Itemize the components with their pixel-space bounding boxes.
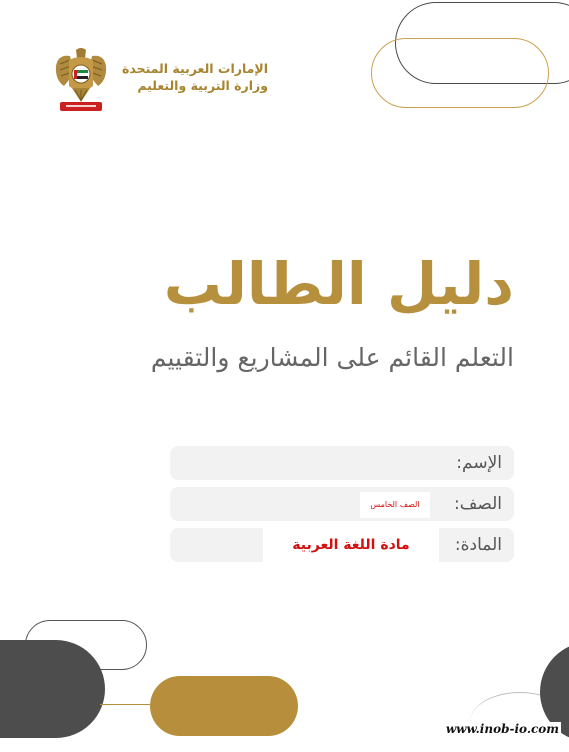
subject-value: مادة اللغة العربية [292, 537, 410, 553]
decorative-pill-bottom-dark [0, 640, 105, 738]
grade-label: الصف: [454, 494, 502, 514]
grade-value: الصف الخامس [370, 500, 420, 509]
ministry-name-line2: وزارة التربية والتعليم [137, 78, 268, 93]
decorative-pill-outline-top-gold [371, 38, 549, 108]
name-label: الإسم: [456, 453, 502, 473]
subject-field[interactable] [170, 528, 514, 562]
name-field[interactable] [170, 446, 514, 480]
subject-value-box [263, 528, 439, 562]
uae-emblem-icon [52, 46, 110, 116]
subject-label: المادة: [454, 535, 502, 555]
cover-title: دليل الطالب [163, 250, 514, 318]
ministry-name-line1: الإمارات العربية المتحدة [121, 61, 268, 76]
ministry-name [118, 60, 268, 94]
grade-value-box [360, 492, 430, 518]
decorative-pill-bottom-gold [150, 676, 298, 736]
grade-field[interactable] [170, 487, 514, 521]
cover-subtitle: التعلم القائم على المشاريع والتقييم [150, 343, 514, 372]
watermark-url: www.inob-io.com [445, 722, 559, 736]
decorative-gold-line [100, 704, 150, 705]
